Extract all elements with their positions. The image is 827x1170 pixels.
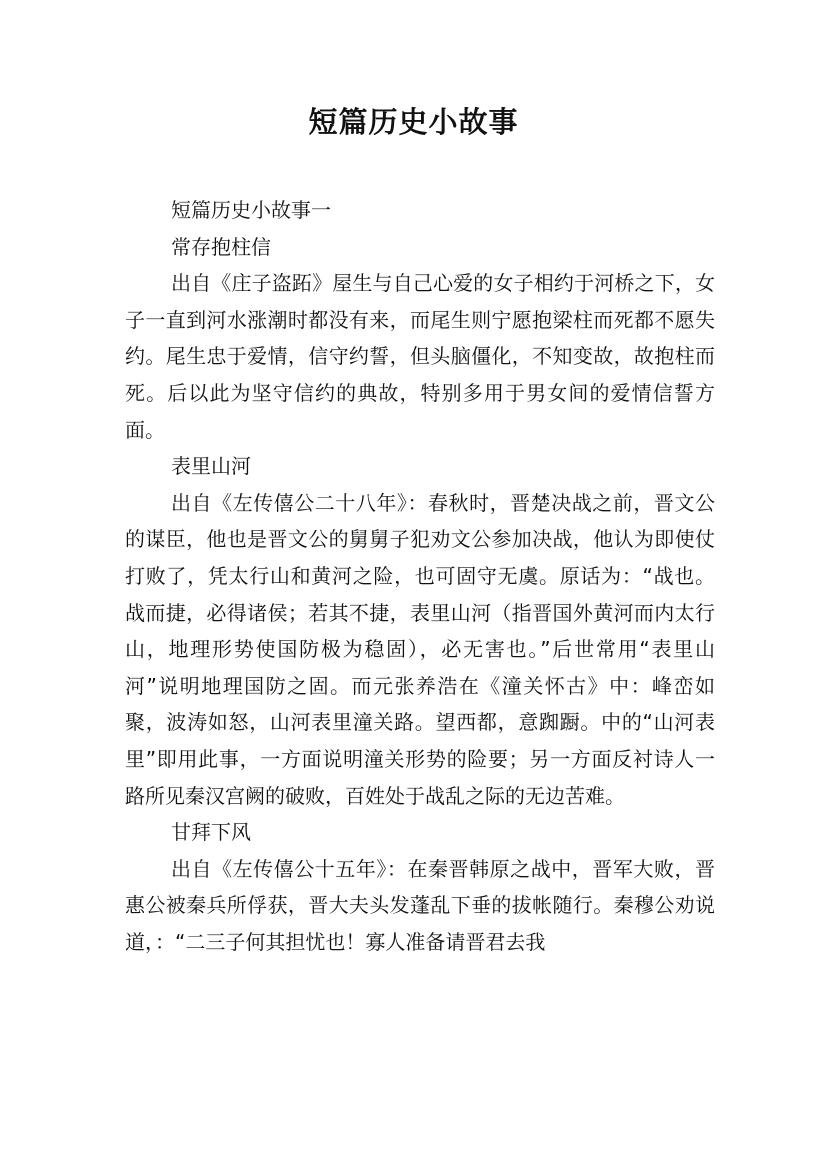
document-body <box>125 192 715 960</box>
section-paragraph: 出自《左传僖公十五年》：在秦晋韩原之战中，晋军大败，晋惠公被秦兵所俘获，晋大夫头发蓬乱下垂的拔帐随行。秦穆公劝说道，：“二三子何其担忧也！寡人准备请晋君去我 <box>125 856 715 954</box>
section-heading: 常存抱柱信 <box>171 234 271 259</box>
section-paragraph: 出自《庄子盗跖》屋生与自己心爱的女子相约于河桥之下，女子一直到河水涨潮时都没有来，而尾生则宁愿抱梁柱而死都不愿失约。尾生忠于爱情，信守约誓，但头脑僵化，不知变故，故抱柱而死。后以此为坚守信约的典故，特别多用于男女间的爱情信誓方面。 <box>125 271 715 442</box>
section-heading: 表里山河 <box>171 454 251 479</box>
document-subheading: 短篇历史小故事一 <box>171 198 331 222</box>
page-title: 短篇历史小故事 <box>308 105 519 139</box>
section-paragraph: 出自《左传僖公二十八年》：春秋时，晋楚决战之前，晋文公的谋臣，他也是晋文公的舅舅子犯劝文公参加决战，他认为即使仗打败了，凭太行山和黄河之险，也可固守无虞。原话为：“战也。战而捷，必得诸侯；若其不捷，表里山河（指晋国外黄河而内太行山，地理形势使国防极为稳固），必无害也。”后世常用“表里山河”说明地理国防之固。而元张养浩在《潼关怀古》中：峰峦如聚，波涛如怒，山河表里潼关路。望西都，意踟蹰。中的“山河表里”即用此事，一方面说明潼关形势的险要；另一方面反衬诗人一路所见秦汉宫阙的破败，百姓处于战乱之际的无边苦难。 <box>125 490 715 808</box>
section-heading: 甘拜下风 <box>171 820 251 845</box>
